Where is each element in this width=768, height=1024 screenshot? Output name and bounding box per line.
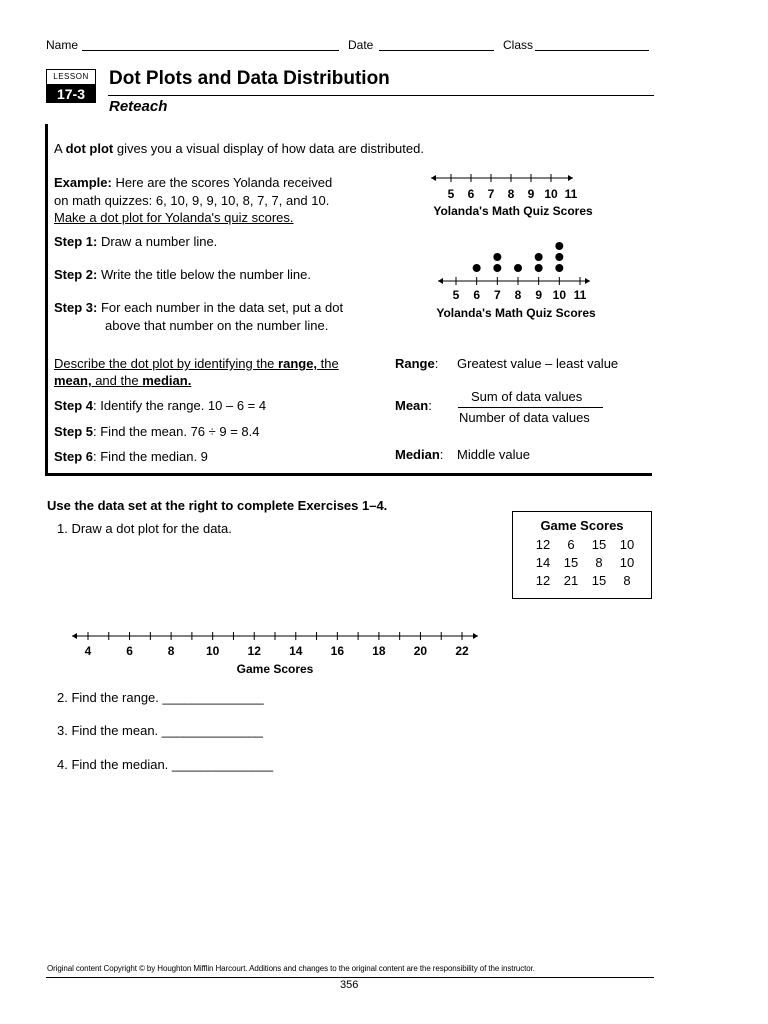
describe-line-1: Describe the dot plot by identifying the range, the xyxy=(54,356,339,371)
copyright-notice: Original content Copyright © by Houghton Mifflin Harcourt. Additions and changes to the original content are the responsibility of the instructor. xyxy=(47,964,535,973)
example-line-2: on math quizzes: 6, 10, 9, 9, 10, 8, 7, 7, and 10. xyxy=(54,193,330,208)
tick-label: 16 xyxy=(330,644,345,658)
chart-title: Yolanda's Math Quiz Scores xyxy=(433,204,593,218)
reteach-border-bottom xyxy=(45,473,652,476)
median-definition: Middle value xyxy=(457,447,530,462)
tick-label: 11 xyxy=(573,288,587,302)
table-cell: 15 xyxy=(563,555,579,570)
step-4: Step 4: Identify the range. 10 – 6 = 4 xyxy=(54,398,267,413)
tick-label: 8 xyxy=(514,288,522,302)
table-cell: 15 xyxy=(591,573,607,588)
step-1: Step 1: Draw a number line. xyxy=(54,234,218,249)
data-dot xyxy=(555,264,563,272)
tick-label: 6 xyxy=(473,288,481,302)
lesson-number: 17-3 xyxy=(46,85,96,103)
data-dot xyxy=(555,242,563,250)
tick-label: 10 xyxy=(544,187,558,201)
mean-numerator: Sum of data values xyxy=(471,389,583,404)
axis-arrow-left xyxy=(431,175,436,181)
tick-label: 8 xyxy=(167,644,175,658)
tick-label: 6 xyxy=(467,187,475,201)
class-label: Class xyxy=(503,38,534,52)
lesson-badge xyxy=(46,69,96,103)
exercise-2[interactable]: 2. Find the range. ______________ xyxy=(57,690,264,705)
title-rule xyxy=(108,95,654,96)
table-cell: 8 xyxy=(595,555,603,570)
table-row xyxy=(529,555,641,570)
tick-label: 11 xyxy=(564,187,578,201)
tick-label: 18 xyxy=(372,644,386,658)
step-2: Step 2: Write the title below the number line. xyxy=(54,267,311,282)
table-cell: 12 xyxy=(535,537,551,552)
range-label: Range: xyxy=(395,356,439,371)
class-field[interactable] xyxy=(535,50,649,51)
axis-arrow-left xyxy=(72,633,77,639)
game-scores-table xyxy=(512,511,652,599)
tick-label: 10 xyxy=(205,644,220,658)
table-cell: 15 xyxy=(591,537,607,552)
axis-arrow-right xyxy=(473,633,478,639)
range-definition: Greatest value – least value xyxy=(457,356,619,371)
table-cell: 10 xyxy=(619,555,635,570)
date-field[interactable] xyxy=(379,50,494,51)
step-5: Step 5: Find the mean. 76 ÷ 9 = 8.4 xyxy=(54,424,260,439)
page-subtitle: Reteach xyxy=(109,98,168,115)
number-line-yolanda-blank xyxy=(425,168,605,220)
tick-label: 12 xyxy=(247,644,261,658)
data-dot xyxy=(493,253,501,261)
data-dot xyxy=(473,264,481,272)
tick-label: 9 xyxy=(527,187,535,201)
page-title: Dot Plots and Data Distribution xyxy=(109,68,390,89)
tick-label: 14 xyxy=(289,644,303,658)
tick-label: 5 xyxy=(452,288,460,302)
chart-title: Yolanda's Math Quiz Scores xyxy=(436,306,596,320)
date-label: Date xyxy=(348,38,374,52)
data-dot xyxy=(535,253,543,261)
tick-label: 6 xyxy=(126,644,133,658)
axis-arrow-left xyxy=(438,278,443,284)
tick-label: 10 xyxy=(552,288,567,302)
tick-label: 8 xyxy=(507,187,515,201)
example-line-1: Example: Here are the scores Yolanda received xyxy=(54,175,333,190)
exercises-instructions: Use the data set at the right to complete Exercises 1–4. xyxy=(47,498,388,513)
exercise-1: 1. Draw a dot plot for the data. xyxy=(57,521,232,536)
describe-line-2: mean, and the median. xyxy=(54,373,192,388)
mean-fraction-bar xyxy=(458,407,603,408)
data-dot xyxy=(514,264,522,272)
dot-plot-yolanda xyxy=(430,236,610,324)
mean-denominator: Number of data values xyxy=(459,410,590,425)
table-cell: 14 xyxy=(535,555,551,570)
game-scores-title: Game Scores xyxy=(540,518,624,533)
name-field[interactable] xyxy=(82,50,339,51)
table-cell: 10 xyxy=(619,537,635,552)
table-row xyxy=(529,573,641,588)
tick-label: 9 xyxy=(535,288,543,302)
lesson-label: LESSON xyxy=(46,69,96,85)
footer-rule xyxy=(46,977,654,978)
data-dot xyxy=(535,264,543,272)
axis-arrow-right xyxy=(568,175,573,181)
example-line-3: Make a dot plot for Yolanda's quiz scores. xyxy=(54,210,294,225)
data-dot xyxy=(493,264,501,272)
table-row xyxy=(529,537,641,552)
step-6: Step 6: Find the median. 9 xyxy=(54,449,208,464)
tick-label: 7 xyxy=(493,288,501,302)
chart-title: Game Scores xyxy=(236,662,314,676)
table-cell: 8 xyxy=(623,573,631,588)
step-3-continued: above that number on the number line. xyxy=(105,318,329,333)
tick-label: 4 xyxy=(84,644,92,658)
table-cell: 21 xyxy=(563,573,579,588)
name-label: Name xyxy=(46,38,79,52)
tick-label: 20 xyxy=(413,644,428,658)
table-cell: 6 xyxy=(567,537,575,552)
number-line-game-scores[interactable] xyxy=(66,624,486,680)
tick-label: 22 xyxy=(455,644,469,658)
table-cell: 12 xyxy=(535,573,551,588)
reteach-border-left xyxy=(45,124,48,476)
exercise-3[interactable]: 3. Find the mean. ______________ xyxy=(57,723,264,738)
step-3: Step 3: For each number in the data set, put a dot xyxy=(54,300,344,315)
intro-text: A dot plot gives you a visual display of how data are distributed. xyxy=(54,141,424,156)
data-dot xyxy=(555,253,563,261)
tick-label: 7 xyxy=(487,187,495,201)
axis-arrow-right xyxy=(585,278,590,284)
median-label: Median: xyxy=(395,447,444,462)
mean-label: Mean: xyxy=(395,398,432,413)
exercise-4[interactable]: 4. Find the median. ______________ xyxy=(57,757,274,772)
tick-label: 5 xyxy=(447,187,455,201)
page-number: 356 xyxy=(340,979,359,991)
